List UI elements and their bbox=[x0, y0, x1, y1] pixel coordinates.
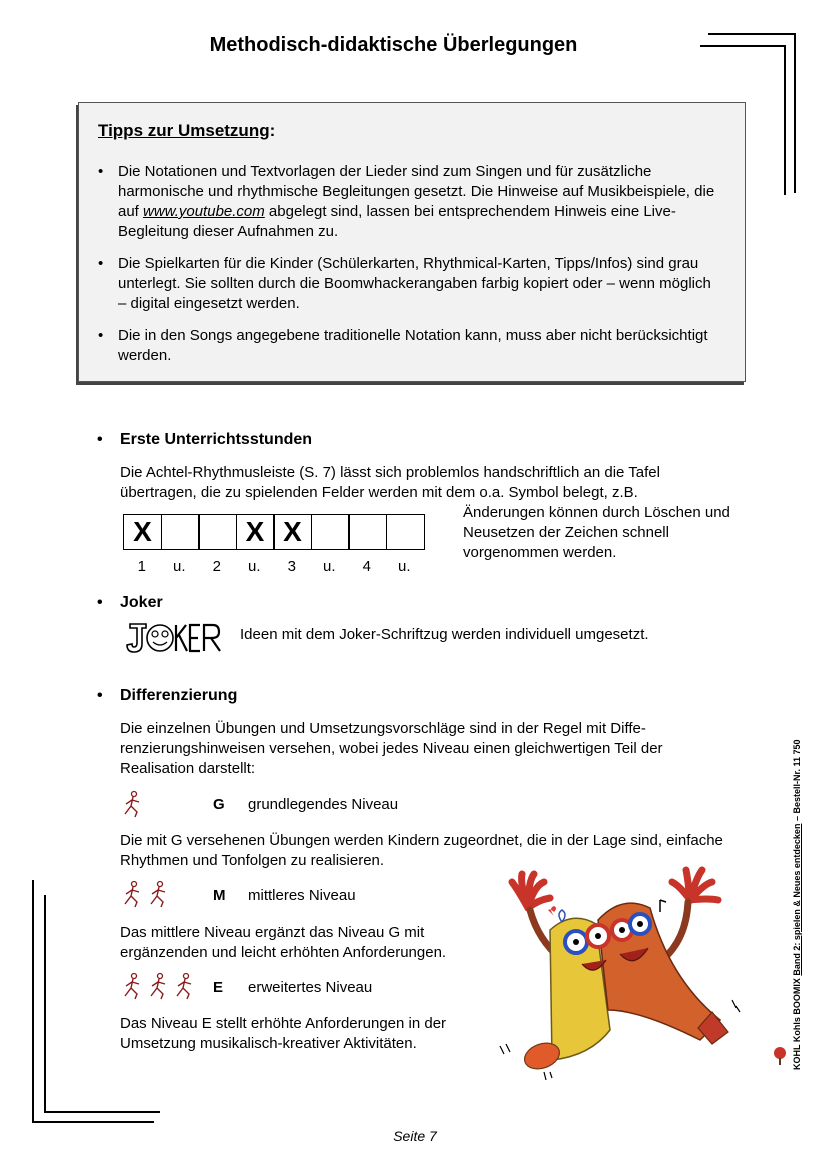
tips-box bbox=[78, 102, 746, 382]
level-g-desc: Die mit G versehenen Übungen werden Kindern zugeordnet, die in der Lage sind, einfache Rhythmen und Tonfolgen zu realisieren. bbox=[120, 832, 723, 869]
level-m-letter: M bbox=[213, 887, 226, 904]
rhythm-label: 1 bbox=[137, 558, 146, 575]
section-heading-differenzierung: • Differenzierung bbox=[97, 687, 238, 704]
corner-line-bl-v2 bbox=[44, 895, 46, 1113]
joker-text: Ideen mit dem Joker-Schriftzug werden individuell umgesetzt. bbox=[240, 626, 649, 643]
rhythm-cell bbox=[348, 514, 387, 550]
joker-logo-icon bbox=[124, 620, 224, 656]
level-m-name: mittleres Niveau bbox=[248, 887, 356, 904]
corner-line-bl-v1 bbox=[32, 880, 34, 1123]
tip-item-1: • Die Notationen und Textvorlagen der Lieder sind zum Singen und für zusätzliche harmonische und rhythmische Begleitungen gesetzt. Die Hinweise auf Musikbeispiele, die auf www.youtube.com abgelegt sind, lassen bei entsprechendem Hinweis eine Live-Begleitung dieser Aufnahmen zu. bbox=[98, 163, 715, 240]
rhythm-cell: X bbox=[236, 514, 275, 550]
rhythm-label: 4 bbox=[362, 558, 371, 575]
rhythm-label: 3 bbox=[287, 558, 296, 575]
bullet: • bbox=[98, 163, 104, 180]
bullet: • bbox=[98, 327, 104, 344]
section-heading-joker: • Joker bbox=[97, 594, 163, 611]
level-e-figures bbox=[120, 972, 196, 1000]
rhythm-labels bbox=[123, 558, 423, 575]
tips-heading: Tipps zur Umsetzung: bbox=[98, 121, 276, 140]
boomwhacker-characters-illustration bbox=[490, 860, 750, 1090]
rhythm-label: u. bbox=[172, 558, 186, 575]
level-e-letter: E bbox=[213, 979, 224, 996]
section1-paragraph: Die Achtel-Rhythmusleiste (S. 7) lässt sich problemlos handschriftlich an die Tafel übertragen, die zu spielenden Felder werden mit dem o.a. Symbol belegt, z.B. bbox=[120, 464, 660, 501]
differenzierung-intro: Die einzelnen Übungen und Umsetzungsvorschläge sind in der Regel mit Differenzierungshinweisen versehen, wobei jedes Niveau einen gleichwertigen Teil der Realisation darstellt: bbox=[120, 720, 663, 777]
section1-side-note: Änderungen können durch Löschen und Neusetzen der Zeichen schnell vorgenommen werden. bbox=[463, 504, 730, 561]
level-g-name: grundlegendes Niveau bbox=[248, 796, 399, 813]
youtube-link[interactable]: www.youtube.com bbox=[143, 203, 265, 220]
rhythm-cell bbox=[198, 514, 237, 550]
rhythm-cell: X bbox=[123, 514, 162, 550]
rhythm-cell: X bbox=[273, 514, 312, 550]
level-g-figures bbox=[120, 790, 144, 823]
rhythm-label: 2 bbox=[212, 558, 221, 575]
publisher-label: KOHL bbox=[792, 1044, 802, 1070]
running-figure-icon bbox=[146, 972, 170, 1000]
running-figure-icon bbox=[120, 972, 144, 1000]
kohl-tree-logo-icon bbox=[772, 1046, 788, 1066]
tip-item-2: • Die Spielkarten für die Kinder (Schülerkarten, Rhythmical-Karten, Tipps/Infos) sind grau unterlegt. Sie sollten durch die Boomwhackerangaben farbig kopiert oder – wenn möglich – digital eingesetzt werden. bbox=[98, 255, 711, 312]
corner-line-bl-h1 bbox=[32, 1121, 154, 1123]
rhythm-label: u. bbox=[397, 558, 411, 575]
level-e-name: erweitertes Niveau bbox=[248, 979, 373, 996]
corner-line-tr-v2 bbox=[784, 45, 786, 195]
corner-line-bl-h2 bbox=[44, 1111, 160, 1113]
rhythm-cell bbox=[311, 514, 350, 550]
sidebar-vertical-text: KOHL Kohls BOOMIX Band 2: spielen & Neues entdecken – Bestell-Nr. 11 750 bbox=[792, 739, 802, 1070]
running-figure-icon bbox=[146, 880, 170, 908]
level-g-letter: G bbox=[213, 796, 225, 813]
section-heading-erste: • Erste Unterrichtsstunden bbox=[97, 431, 313, 448]
page-title: Methodisch-didaktische Überlegungen bbox=[209, 34, 578, 56]
corner-line-tr-v1 bbox=[794, 33, 796, 193]
rhythm-grid bbox=[123, 514, 425, 550]
rhythm-cell bbox=[161, 514, 200, 550]
running-figure-icon bbox=[120, 880, 144, 908]
order-number: Bestell-Nr. 11 750 bbox=[792, 739, 802, 814]
running-figure-icon bbox=[120, 790, 144, 818]
rhythm-label: u. bbox=[247, 558, 261, 575]
rhythm-cell bbox=[386, 514, 425, 550]
band-label: Band 2: spielen & Neues entdecken bbox=[792, 823, 802, 976]
level-m-desc: Das mittlere Niveau ergänzt das Niveau G mit ergänzenden und leicht erhöhten Anforderungen. bbox=[120, 924, 447, 961]
tip-item-3: • Die in den Songs angegebene traditionelle Notation kann, muss aber nicht berücksichtigt werden. bbox=[98, 327, 708, 364]
level-m-figures bbox=[120, 880, 170, 908]
rhythm-label: u. bbox=[322, 558, 336, 575]
running-figure-icon bbox=[172, 972, 196, 1000]
level-e-desc: Das Niveau E stellt erhöhte Anforderungen in der Umsetzung musikalisch-kreativer Aktivitäten. bbox=[120, 1015, 447, 1052]
series-label: Kohls BOOMIX bbox=[792, 978, 802, 1043]
page-number: Seite 7 bbox=[393, 1128, 437, 1144]
bullet: • bbox=[98, 255, 104, 272]
